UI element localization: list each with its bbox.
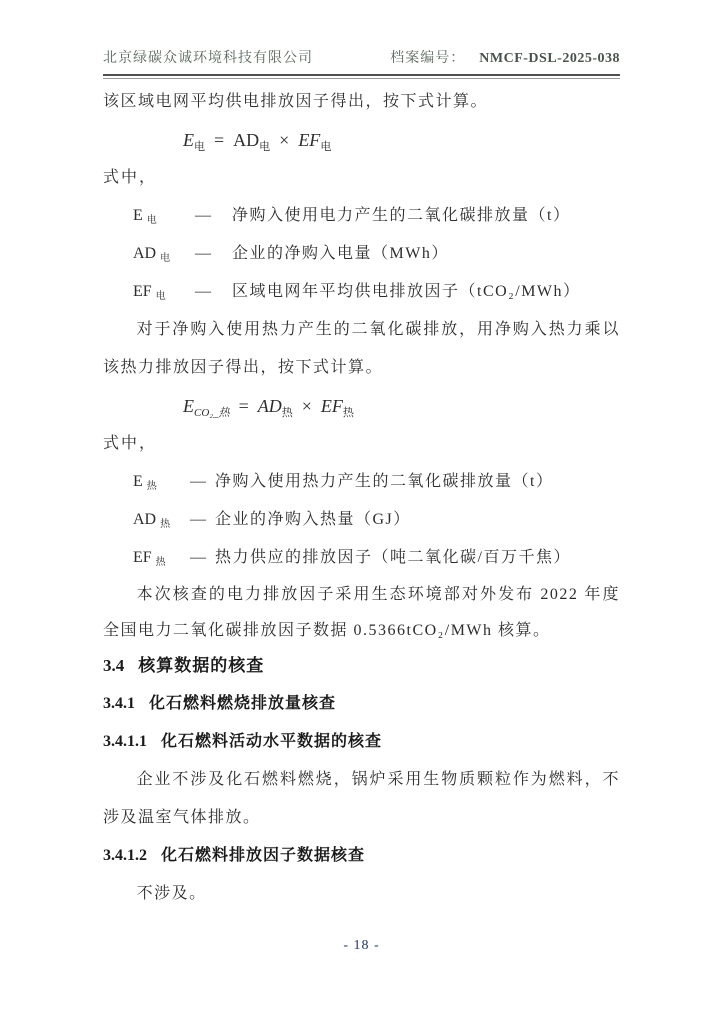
equals-sign: =	[238, 396, 249, 416]
formula-ef-subscript: 电	[320, 141, 332, 153]
section-number: 3.4	[103, 656, 125, 675]
term-base: EF	[133, 549, 152, 566]
section-heading-3-4-1	[103, 685, 620, 723]
section-title: 化石燃料排放因子数据核查	[161, 847, 366, 864]
definition-dash: —	[190, 511, 207, 528]
definition-row-ef-elec	[103, 273, 620, 311]
term-subscript: 热	[155, 557, 166, 568]
definition-description: 企业的净购入热量（GJ）	[215, 511, 411, 528]
definition-dash: —	[195, 207, 212, 224]
term-subscript: 电	[160, 253, 171, 264]
definition-dash: —	[195, 245, 212, 262]
paragraph-grid-factor: 该区域电网平均供电排放因子得出，按下式计算。	[103, 93, 489, 110]
term-subscript: 电	[155, 291, 166, 302]
definition-term	[133, 273, 195, 311]
formula-e-subscript: 电	[194, 141, 205, 153]
paragraph-factor-source: 本次核查的电力排放因子采用生态环境部对外发布 2022 年度全国电力二氧化碳排放因子数据 0.5366tCO₂/MWh 核算。	[103, 586, 620, 639]
term-base: E	[133, 473, 143, 490]
section-heading-3-4-1-2	[103, 837, 620, 875]
definition-row-e-elec	[103, 197, 620, 235]
definition-description: 热力供应的排放因子（吨二氧化碳/百万千焦）	[215, 549, 571, 566]
formula-note: 式中，	[103, 169, 158, 186]
definition-description: 区域电网年平均供电排放因子（tCO₂/MWh）	[232, 283, 581, 300]
definition-row-ad-heat	[103, 501, 620, 539]
term-subscript: 热	[160, 519, 171, 530]
page-footer	[0, 938, 723, 954]
formula-ad-base: AD	[233, 130, 260, 150]
definition-term	[133, 235, 195, 273]
equals-sign: =	[214, 130, 225, 150]
term-base: EF	[133, 283, 152, 300]
definition-description: 企业的净购入电量（MWh）	[232, 245, 449, 262]
formula-e-subscript: CO₂_热	[194, 407, 230, 419]
definition-row-e-heat	[103, 463, 620, 501]
formula-ef-base: EF	[320, 396, 343, 416]
section-title: 化石燃料燃烧排放量核查	[149, 695, 337, 712]
definition-dash: —	[190, 549, 207, 566]
definition-term	[133, 539, 190, 577]
definition-row-ef-heat	[103, 539, 620, 577]
definition-term	[133, 197, 195, 235]
archive-number: NMCF-DSL-2025-038	[479, 51, 620, 66]
archive-label: 档案编号：	[390, 51, 466, 66]
definition-dash: —	[190, 473, 207, 490]
page-number: - 18 -	[343, 938, 380, 953]
times-sign: ×	[279, 130, 290, 150]
definition-term	[133, 463, 190, 501]
section-number: 3.4.1	[103, 695, 135, 712]
formula-ad-base: AD	[257, 396, 282, 416]
archive-number-group	[390, 47, 620, 67]
paragraph-heat-intro: 对于净购入使用热力产生的二氧化碳排放，用净购入热力乘以该热力排放因子得出，按下式计算。	[103, 321, 620, 376]
section-heading-3-4	[103, 647, 620, 685]
formula-e-base: E	[183, 396, 194, 416]
section-number: 3.4.1.2	[103, 847, 147, 864]
section-title: 核算数据的核查	[138, 656, 265, 675]
formula-ef-base: EF	[298, 130, 321, 150]
paragraph-not-applicable: 不涉及。	[136, 885, 207, 902]
definition-dash: —	[195, 283, 212, 300]
formula-e-base: E	[183, 130, 194, 150]
company-name: 北京绿碳众诚环境科技有限公司	[103, 51, 313, 66]
formula-electricity	[183, 121, 620, 159]
formula-ad-subscript: 电	[259, 141, 271, 153]
formula-note: 式中，	[103, 435, 158, 452]
formula-heat	[183, 387, 620, 425]
definition-term	[133, 501, 190, 539]
term-subscript: 电	[146, 215, 157, 226]
term-subscript: 热	[146, 481, 157, 492]
formula-ad-subscript: 热	[281, 407, 293, 419]
term-base: AD	[133, 245, 157, 262]
section-heading-3-4-1-1	[103, 723, 620, 761]
term-base: AD	[133, 511, 157, 528]
definition-description: 净购入使用热力产生的二氧化碳排放量（t）	[215, 473, 554, 490]
page-header	[103, 47, 620, 76]
times-sign: ×	[301, 396, 312, 416]
term-base: E	[133, 207, 143, 224]
definition-description: 净购入使用电力产生的二氧化碳排放量（t）	[232, 207, 571, 224]
paragraph-no-fossil: 企业不涉及化石燃料燃烧，锅炉采用生物质颗粒作为燃料，不涉及温室气体排放。	[103, 771, 620, 826]
definition-row-ad-elec	[103, 235, 620, 273]
document-body	[103, 83, 620, 913]
section-number: 3.4.1.1	[103, 733, 147, 750]
formula-ef-subscript: 热	[342, 407, 354, 419]
section-title: 化石燃料活动水平数据的核查	[161, 733, 383, 750]
